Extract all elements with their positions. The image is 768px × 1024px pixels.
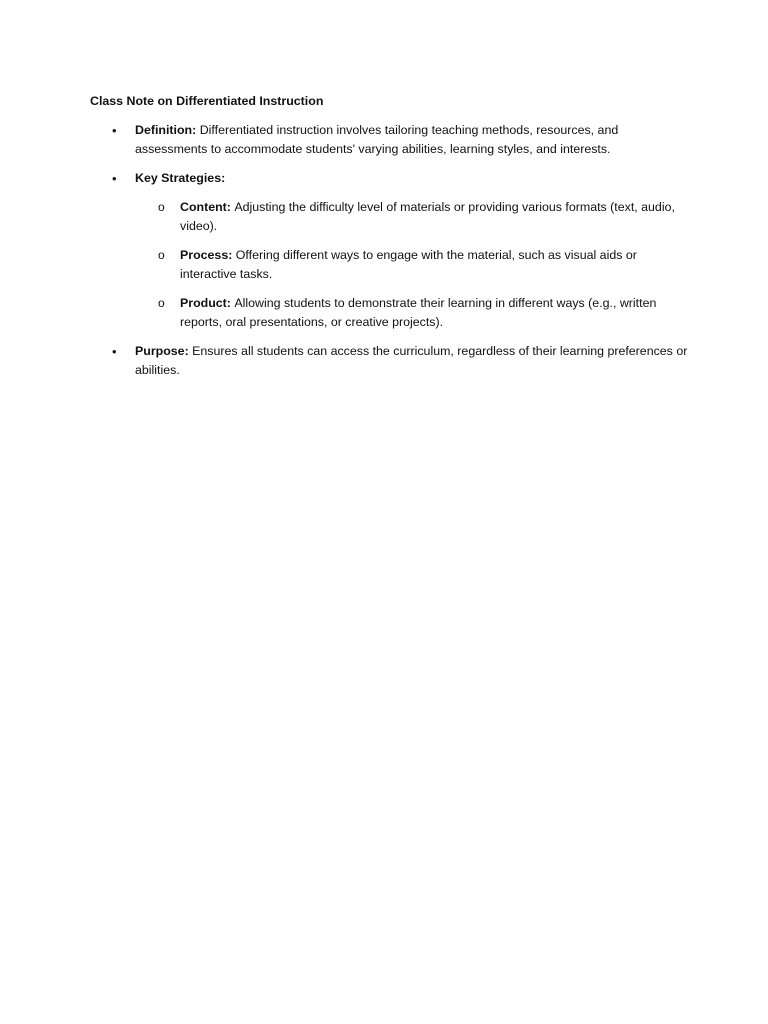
sub-bullet-icon: o bbox=[158, 248, 165, 262]
list-item-key-strategies bbox=[90, 169, 690, 332]
list-item-definition bbox=[90, 121, 690, 159]
item-term: Definition: bbox=[135, 123, 200, 137]
sub-bullet-icon: o bbox=[158, 296, 165, 310]
subitem-text: Adjusting the difficulty level of materials or providing various formats (text, audio, video). bbox=[180, 200, 675, 233]
subitem-text: Allowing students to demonstrate their learning in different ways (e.g., written reports, oral presentations, or creative projects). bbox=[180, 296, 657, 329]
list-item-purpose bbox=[90, 342, 690, 380]
sub-list-item-process bbox=[135, 246, 690, 284]
subitem-term: Content: bbox=[180, 200, 235, 214]
item-term: Purpose: bbox=[135, 344, 193, 358]
item-text: Differentiated instruction involves tailoring teaching methods, resources, and assessments to accommodate students' varying abilities, learning styles, and interests. bbox=[135, 123, 619, 156]
sub-list-item-product bbox=[135, 294, 690, 332]
item-term: Key Strategies: bbox=[135, 171, 226, 185]
sub-bullet-list bbox=[135, 198, 690, 332]
document-title: Class Note on Differentiated Instruction bbox=[90, 94, 324, 108]
bullet-icon: • bbox=[112, 171, 117, 186]
bullet-icon: • bbox=[112, 123, 117, 138]
sub-bullet-icon: o bbox=[158, 200, 165, 214]
bullet-icon: • bbox=[112, 344, 117, 359]
sub-list-item-content bbox=[135, 198, 690, 236]
document-body bbox=[90, 92, 690, 390]
bullet-list bbox=[90, 121, 690, 380]
subitem-text: Offering different ways to engage with the material, such as visual aids or interactive tasks. bbox=[180, 248, 637, 281]
subitem-term: Process: bbox=[180, 248, 236, 262]
item-text: Ensures all students can access the curriculum, regardless of their learning preferences or abilities. bbox=[135, 344, 688, 377]
subitem-term: Product: bbox=[180, 296, 235, 310]
